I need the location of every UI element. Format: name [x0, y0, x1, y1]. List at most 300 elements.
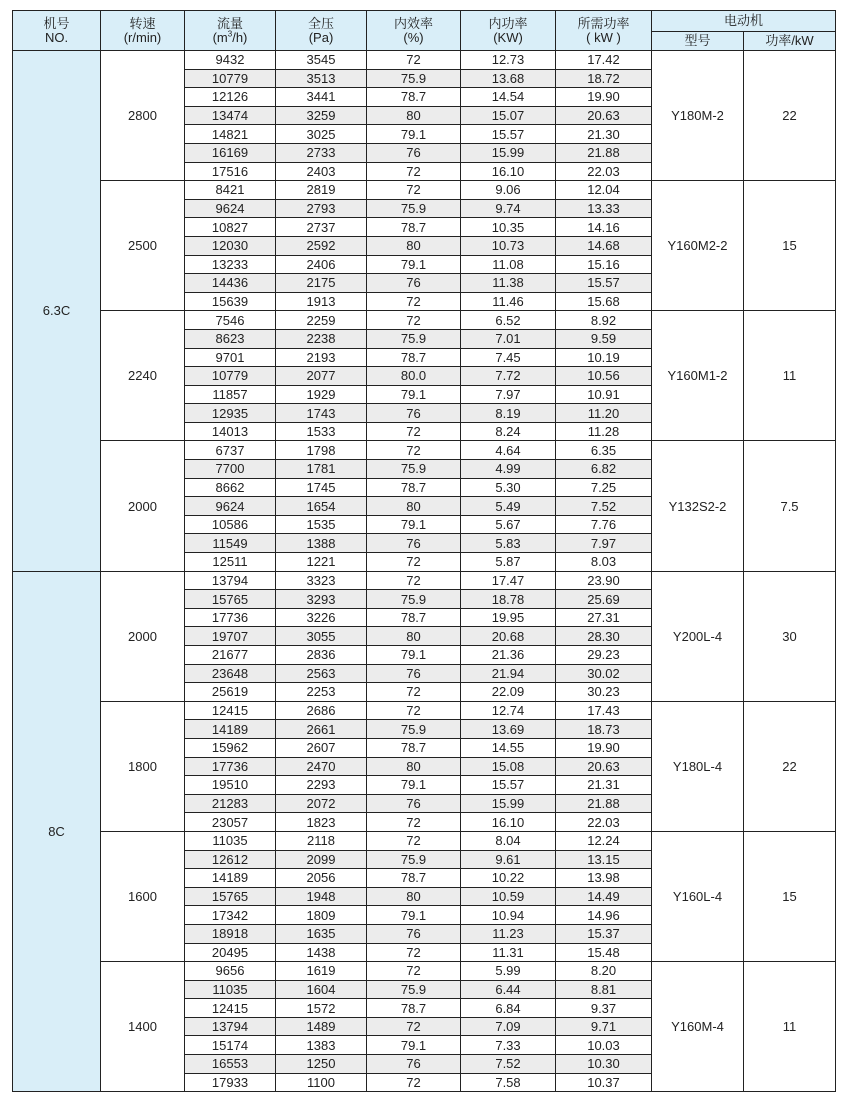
motor-model-cell: Y160L-4: [652, 831, 744, 961]
efficiency-cell: 80: [367, 497, 461, 516]
pressure-cell: 3441: [276, 88, 367, 107]
pressure-cell: 1572: [276, 999, 367, 1018]
efficiency-cell: 80: [367, 757, 461, 776]
pressure-cell: 1438: [276, 943, 367, 962]
pressure-cell: 1535: [276, 515, 367, 534]
efficiency-cell: 72: [367, 701, 461, 720]
pressure-cell: 1489: [276, 1017, 367, 1036]
flow-cell: 16169: [185, 143, 276, 162]
inner-power-cell: 6.84: [461, 999, 556, 1018]
flow-unit-post: /h): [232, 29, 248, 45]
motor-model-cell: Y132S2-2: [652, 441, 744, 571]
pressure-cell: 2470: [276, 757, 367, 776]
efficiency-cell: 79.1: [367, 515, 461, 534]
pressure-cell: 3226: [276, 608, 367, 627]
efficiency-cell: 78.7: [367, 608, 461, 627]
efficiency-cell: 72: [367, 813, 461, 832]
model-no-cell: 8C: [13, 571, 101, 1092]
flow-cell: 23648: [185, 664, 276, 683]
efficiency-cell: 78.7: [367, 999, 461, 1018]
flow-cell: 10779: [185, 367, 276, 386]
flow-cell: 12415: [185, 999, 276, 1018]
efficiency-cell: 76: [367, 794, 461, 813]
pressure-cell: 3513: [276, 69, 367, 88]
required-power-cell: 15.57: [556, 274, 652, 293]
header-flow: [185, 11, 276, 51]
table-row: [13, 962, 836, 981]
flow-cell: 17933: [185, 1073, 276, 1092]
required-power-cell: 10.19: [556, 348, 652, 367]
flow-cell: 11035: [185, 980, 276, 999]
pressure-cell: 1250: [276, 1055, 367, 1074]
model-no-cell: 6.3C: [13, 51, 101, 572]
efficiency-cell: 78.7: [367, 348, 461, 367]
inner-power-cell: 14.54: [461, 88, 556, 107]
table-header: [13, 11, 836, 51]
pressure-cell: 2686: [276, 701, 367, 720]
flow-cell: 15765: [185, 887, 276, 906]
inner-power-cell: 15.99: [461, 794, 556, 813]
efficiency-cell: 76: [367, 924, 461, 943]
header-no-label: 机号: [43, 15, 70, 31]
pressure-cell: 2737: [276, 218, 367, 237]
inner-power-cell: 5.87: [461, 553, 556, 572]
required-power-cell: 18.73: [556, 720, 652, 739]
required-power-cell: 30.02: [556, 664, 652, 683]
required-power-cell: 10.91: [556, 385, 652, 404]
flow-cell: 17736: [185, 757, 276, 776]
pressure-cell: 1383: [276, 1036, 367, 1055]
flow-cell: 12126: [185, 88, 276, 107]
efficiency-cell: 75.9: [367, 329, 461, 348]
table-row: [13, 701, 836, 720]
header-motor: 电动机: [652, 11, 836, 32]
pressure-cell: 1533: [276, 422, 367, 441]
motor-power-cell: 15: [744, 831, 836, 961]
table-row: [13, 571, 836, 590]
efficiency-cell: 76: [367, 274, 461, 293]
required-power-cell: 22.03: [556, 162, 652, 181]
inner-power-cell: 16.10: [461, 813, 556, 832]
inner-power-cell: 11.31: [461, 943, 556, 962]
inner-power-cell: 9.74: [461, 199, 556, 218]
required-power-cell: 18.72: [556, 69, 652, 88]
inner-power-cell: 10.73: [461, 236, 556, 255]
required-power-cell: 10.56: [556, 367, 652, 386]
table-row: [13, 51, 836, 70]
efficiency-cell: 79.1: [367, 125, 461, 144]
flow-cell: 10827: [185, 218, 276, 237]
inner-power-cell: 15.57: [461, 776, 556, 795]
efficiency-cell: 72: [367, 553, 461, 572]
efficiency-cell: 76: [367, 143, 461, 162]
flow-cell: 8421: [185, 181, 276, 200]
header-pressure: [276, 11, 367, 51]
pressure-cell: 1619: [276, 962, 367, 981]
required-power-cell: 20.63: [556, 106, 652, 125]
efficiency-cell: 75.9: [367, 69, 461, 88]
flow-cell: 12511: [185, 553, 276, 572]
pressure-cell: 1743: [276, 404, 367, 423]
efficiency-cell: 76: [367, 664, 461, 683]
required-power-cell: 28.30: [556, 627, 652, 646]
required-power-cell: 9.71: [556, 1017, 652, 1036]
inner-power-cell: 11.38: [461, 274, 556, 293]
inner-power-cell: 10.35: [461, 218, 556, 237]
header-pressure-label: 全压: [307, 15, 334, 31]
flow-cell: 10586: [185, 515, 276, 534]
inner-power-cell: 11.08: [461, 255, 556, 274]
inner-power-cell: 7.45: [461, 348, 556, 367]
pressure-cell: 2403: [276, 162, 367, 181]
pressure-cell: 2733: [276, 143, 367, 162]
inner-power-cell: 5.67: [461, 515, 556, 534]
table-row: [13, 441, 836, 460]
efficiency-cell: 72: [367, 683, 461, 702]
required-power-cell: 15.16: [556, 255, 652, 274]
efficiency-cell: 72: [367, 962, 461, 981]
inner-power-cell: 6.44: [461, 980, 556, 999]
efficiency-cell: 72: [367, 292, 461, 311]
flow-cell: 16553: [185, 1055, 276, 1074]
pressure-cell: 1913: [276, 292, 367, 311]
flow-cell: 12935: [185, 404, 276, 423]
flow-cell: 9624: [185, 199, 276, 218]
header-required-power-unit: ( kW ): [586, 29, 621, 45]
required-power-cell: 8.81: [556, 980, 652, 999]
motor-model-cell: Y160M2-2: [652, 181, 744, 311]
pressure-cell: 2253: [276, 683, 367, 702]
required-power-cell: 17.42: [556, 51, 652, 70]
efficiency-cell: 72: [367, 422, 461, 441]
required-power-cell: 13.98: [556, 869, 652, 888]
required-power-cell: 14.49: [556, 887, 652, 906]
efficiency-cell: 76: [367, 1055, 461, 1074]
flow-cell: 19707: [185, 627, 276, 646]
flow-cell: 9656: [185, 962, 276, 981]
efficiency-cell: 72: [367, 831, 461, 850]
pressure-cell: 3293: [276, 590, 367, 609]
inner-power-cell: 8.04: [461, 831, 556, 850]
efficiency-cell: 72: [367, 571, 461, 590]
flow-cell: 17342: [185, 906, 276, 925]
speed-cell: 2240: [101, 311, 185, 441]
flow-cell: 11035: [185, 831, 276, 850]
required-power-cell: 19.90: [556, 88, 652, 107]
flow-cell: 9624: [185, 497, 276, 516]
required-power-cell: 29.23: [556, 646, 652, 665]
inner-power-cell: 7.33: [461, 1036, 556, 1055]
pressure-cell: 2056: [276, 869, 367, 888]
header-required-power-label: 所需功率: [577, 15, 630, 31]
pressure-cell: 1221: [276, 553, 367, 572]
efficiency-cell: 79.1: [367, 255, 461, 274]
header-speed-unit: (r/min): [123, 29, 162, 45]
efficiency-cell: 72: [367, 1073, 461, 1092]
flow-cell: 6737: [185, 441, 276, 460]
pressure-cell: 2661: [276, 720, 367, 739]
flow-unit-pre: (m: [212, 29, 228, 45]
header-flow-unit: [185, 31, 275, 45]
inner-power-cell: 12.74: [461, 701, 556, 720]
inner-power-cell: 20.68: [461, 627, 556, 646]
flow-cell: 21677: [185, 646, 276, 665]
header-motor-model: 型号: [652, 32, 744, 51]
required-power-cell: 8.03: [556, 553, 652, 572]
inner-power-cell: 13.68: [461, 69, 556, 88]
flow-cell: 15639: [185, 292, 276, 311]
header-efficiency-label: 内效率: [393, 15, 433, 31]
inner-power-cell: 5.83: [461, 534, 556, 553]
required-power-cell: 6.82: [556, 460, 652, 479]
efficiency-cell: 78.7: [367, 88, 461, 107]
header-pressure-unit: (Pa): [308, 29, 334, 45]
efficiency-cell: 75.9: [367, 460, 461, 479]
pressure-cell: 3025: [276, 125, 367, 144]
flow-cell: 20495: [185, 943, 276, 962]
pressure-cell: 1929: [276, 385, 367, 404]
pressure-cell: 2238: [276, 329, 367, 348]
efficiency-cell: 75.9: [367, 850, 461, 869]
efficiency-cell: 78.7: [367, 738, 461, 757]
required-power-cell: 27.31: [556, 608, 652, 627]
pressure-cell: 2118: [276, 831, 367, 850]
motor-power-cell: 22: [744, 51, 836, 181]
pressure-cell: 2563: [276, 664, 367, 683]
inner-power-cell: 7.97: [461, 385, 556, 404]
pressure-cell: 2406: [276, 255, 367, 274]
required-power-cell: 25.69: [556, 590, 652, 609]
required-power-cell: 7.97: [556, 534, 652, 553]
performance-table-container: [12, 10, 835, 1092]
required-power-cell: 10.30: [556, 1055, 652, 1074]
motor-model-cell: Y180M-2: [652, 51, 744, 181]
required-power-cell: 15.37: [556, 924, 652, 943]
inner-power-cell: 11.23: [461, 924, 556, 943]
inner-power-cell: 16.10: [461, 162, 556, 181]
motor-model-cell: Y200L-4: [652, 571, 744, 701]
efficiency-cell: 75.9: [367, 590, 461, 609]
inner-power-cell: 4.99: [461, 460, 556, 479]
efficiency-cell: 79.1: [367, 1036, 461, 1055]
inner-power-cell: 7.01: [461, 329, 556, 348]
pressure-cell: 1798: [276, 441, 367, 460]
efficiency-cell: 79.1: [367, 385, 461, 404]
pressure-cell: 2077: [276, 367, 367, 386]
efficiency-cell: 75.9: [367, 980, 461, 999]
inner-power-cell: 21.94: [461, 664, 556, 683]
header-no: [13, 11, 101, 51]
pressure-cell: 3545: [276, 51, 367, 70]
header-speed: [101, 11, 185, 51]
pressure-cell: 1745: [276, 478, 367, 497]
required-power-cell: 11.20: [556, 404, 652, 423]
required-power-cell: 14.16: [556, 218, 652, 237]
required-power-cell: 21.31: [556, 776, 652, 795]
flow-cell: 25619: [185, 683, 276, 702]
flow-cell: 21283: [185, 794, 276, 813]
efficiency-cell: 80.0: [367, 367, 461, 386]
motor-model-cell: Y160M-4: [652, 962, 744, 1092]
motor-power-cell: 22: [744, 701, 836, 831]
flow-cell: 8623: [185, 329, 276, 348]
inner-power-cell: 12.73: [461, 51, 556, 70]
efficiency-cell: 72: [367, 311, 461, 330]
efficiency-cell: 72: [367, 181, 461, 200]
inner-power-cell: 10.22: [461, 869, 556, 888]
required-power-cell: 8.92: [556, 311, 652, 330]
flow-cell: 15962: [185, 738, 276, 757]
required-power-cell: 6.35: [556, 441, 652, 460]
required-power-cell: 19.90: [556, 738, 652, 757]
inner-power-cell: 19.95: [461, 608, 556, 627]
flow-cell: 7700: [185, 460, 276, 479]
flow-cell: 19510: [185, 776, 276, 795]
flow-cell: 15765: [185, 590, 276, 609]
speed-cell: 2500: [101, 181, 185, 311]
efficiency-cell: 79.1: [367, 646, 461, 665]
inner-power-cell: 9.61: [461, 850, 556, 869]
header-inner-power: [461, 11, 556, 51]
required-power-cell: 21.88: [556, 143, 652, 162]
speed-cell: 1400: [101, 962, 185, 1092]
inner-power-cell: 7.09: [461, 1017, 556, 1036]
pressure-cell: 2072: [276, 794, 367, 813]
motor-power-cell: 7.5: [744, 441, 836, 571]
inner-power-cell: 15.07: [461, 106, 556, 125]
required-power-cell: 21.88: [556, 794, 652, 813]
pressure-cell: 2836: [276, 646, 367, 665]
pressure-cell: 3055: [276, 627, 367, 646]
pressure-cell: 2607: [276, 738, 367, 757]
flow-cell: 12612: [185, 850, 276, 869]
required-power-cell: 8.20: [556, 962, 652, 981]
flow-cell: 15174: [185, 1036, 276, 1055]
inner-power-cell: 8.19: [461, 404, 556, 423]
inner-power-cell: 8.24: [461, 422, 556, 441]
inner-power-cell: 22.09: [461, 683, 556, 702]
flow-cell: 12030: [185, 236, 276, 255]
pressure-cell: 2259: [276, 311, 367, 330]
inner-power-cell: 15.57: [461, 125, 556, 144]
efficiency-cell: 78.7: [367, 869, 461, 888]
pressure-cell: 2793: [276, 199, 367, 218]
required-power-cell: 10.03: [556, 1036, 652, 1055]
pressure-cell: 1823: [276, 813, 367, 832]
efficiency-cell: 80: [367, 627, 461, 646]
required-power-cell: 14.68: [556, 236, 652, 255]
speed-cell: 2800: [101, 51, 185, 181]
speed-cell: 1600: [101, 831, 185, 961]
inner-power-cell: 11.46: [461, 292, 556, 311]
inner-power-cell: 10.94: [461, 906, 556, 925]
flow-cell: 17516: [185, 162, 276, 181]
pressure-cell: 1635: [276, 924, 367, 943]
required-power-cell: 23.90: [556, 571, 652, 590]
efficiency-cell: 78.7: [367, 218, 461, 237]
efficiency-cell: 79.1: [367, 776, 461, 795]
flow-cell: 14013: [185, 422, 276, 441]
motor-power-cell: 11: [744, 962, 836, 1092]
inner-power-cell: 14.55: [461, 738, 556, 757]
flow-cell: 9432: [185, 51, 276, 70]
required-power-cell: 7.76: [556, 515, 652, 534]
flow-cell: 7546: [185, 311, 276, 330]
efficiency-cell: 72: [367, 162, 461, 181]
efficiency-cell: 80: [367, 106, 461, 125]
pressure-cell: 1604: [276, 980, 367, 999]
motor-power-cell: 30: [744, 571, 836, 701]
required-power-cell: 9.37: [556, 999, 652, 1018]
required-power-cell: 14.96: [556, 906, 652, 925]
header-required-power: [556, 11, 652, 51]
pressure-cell: 1948: [276, 887, 367, 906]
inner-power-cell: 9.06: [461, 181, 556, 200]
flow-cell: 12415: [185, 701, 276, 720]
efficiency-cell: 75.9: [367, 199, 461, 218]
inner-power-cell: 7.72: [461, 367, 556, 386]
inner-power-cell: 4.64: [461, 441, 556, 460]
efficiency-cell: 79.1: [367, 906, 461, 925]
inner-power-cell: 18.78: [461, 590, 556, 609]
flow-cell: 23057: [185, 813, 276, 832]
pressure-cell: 2099: [276, 850, 367, 869]
flow-cell: 18918: [185, 924, 276, 943]
flow-cell: 11549: [185, 534, 276, 553]
flow-cell: 13794: [185, 571, 276, 590]
motor-power-cell: 15: [744, 181, 836, 311]
pressure-cell: 1781: [276, 460, 367, 479]
inner-power-cell: 17.47: [461, 571, 556, 590]
inner-power-cell: 15.08: [461, 757, 556, 776]
motor-model-cell: Y180L-4: [652, 701, 744, 831]
table-row: [13, 311, 836, 330]
flow-cell: 13474: [185, 106, 276, 125]
inner-power-cell: 13.69: [461, 720, 556, 739]
header-no-en: NO.: [44, 29, 69, 45]
inner-power-cell: 5.49: [461, 497, 556, 516]
speed-cell: 2000: [101, 571, 185, 701]
header-inner-power-label: 内功率: [488, 15, 528, 31]
header-motor-power: 功率/kW: [744, 32, 836, 51]
header-efficiency: [367, 11, 461, 51]
flow-cell: 14821: [185, 125, 276, 144]
efficiency-cell: 72: [367, 51, 461, 70]
flow-cell: 14189: [185, 720, 276, 739]
pressure-cell: 1100: [276, 1073, 367, 1092]
required-power-cell: 15.48: [556, 943, 652, 962]
pressure-cell: 2175: [276, 274, 367, 293]
required-power-cell: 9.59: [556, 329, 652, 348]
header-inner-power-unit: (KW): [493, 29, 523, 45]
required-power-cell: 12.24: [556, 831, 652, 850]
inner-power-cell: 15.99: [461, 143, 556, 162]
speed-cell: 1800: [101, 701, 185, 831]
pressure-cell: 1654: [276, 497, 367, 516]
inner-power-cell: 5.99: [461, 962, 556, 981]
flow-cell: 11857: [185, 385, 276, 404]
pressure-cell: 2293: [276, 776, 367, 795]
header-speed-label: 转速: [129, 15, 156, 31]
table-row: [13, 831, 836, 850]
inner-power-cell: 7.58: [461, 1073, 556, 1092]
inner-power-cell: 10.59: [461, 887, 556, 906]
flow-cell: 9701: [185, 348, 276, 367]
header-efficiency-unit: (%): [403, 29, 424, 45]
required-power-cell: 22.03: [556, 813, 652, 832]
table-row: [13, 181, 836, 200]
efficiency-cell: 72: [367, 1017, 461, 1036]
